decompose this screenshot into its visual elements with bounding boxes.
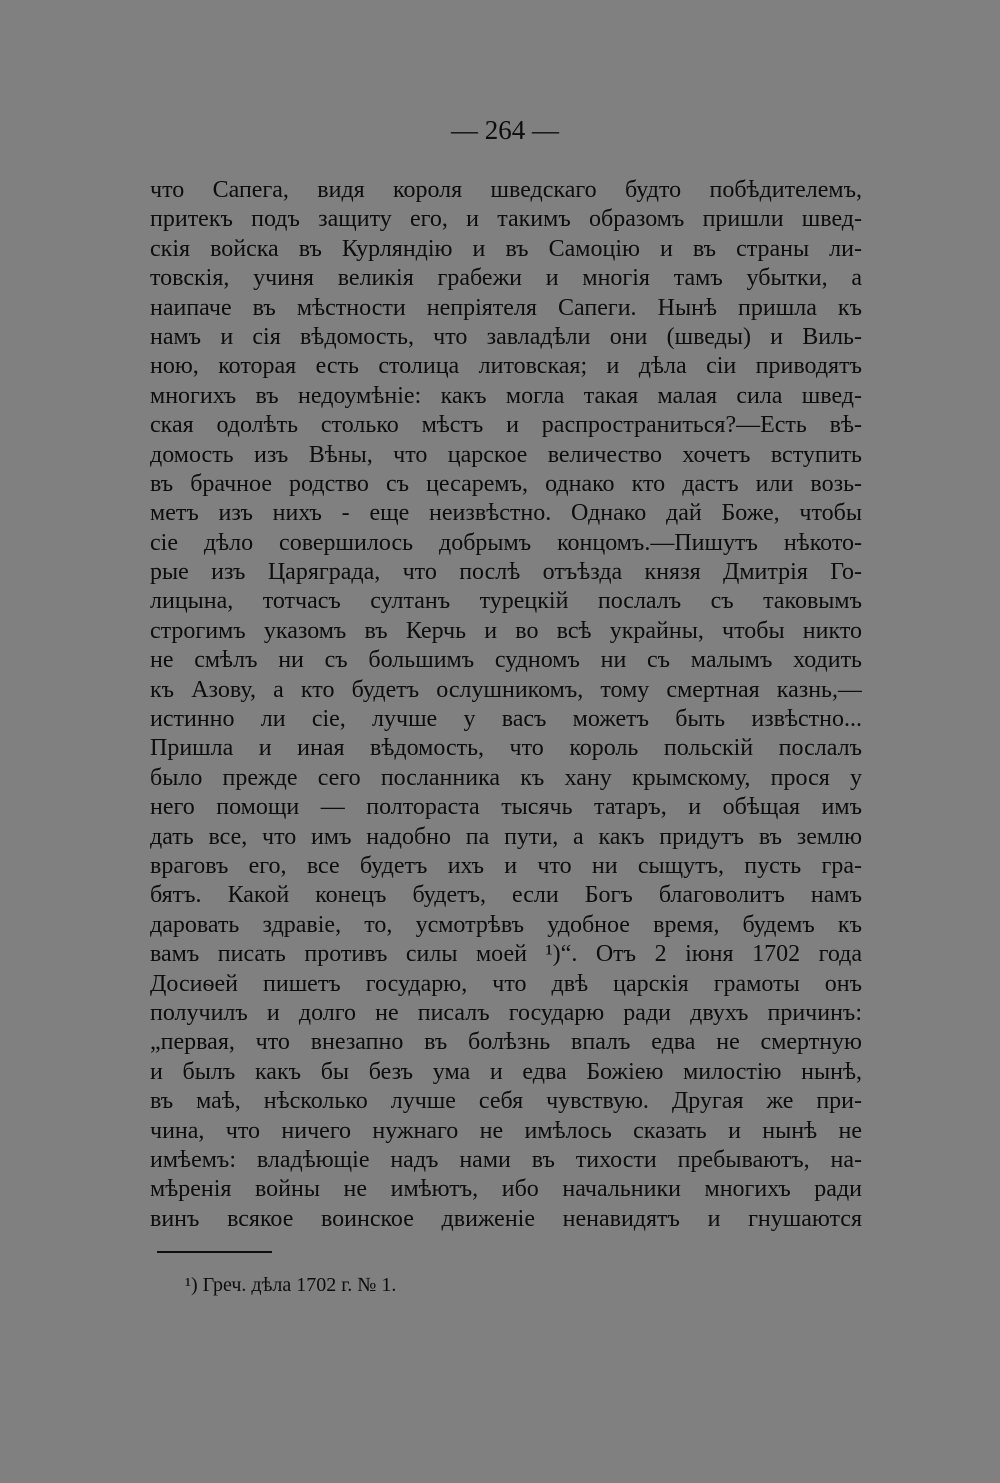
text-line: мѣренія войны не имѣютъ, ибо начальники многихъ ради	[150, 1176, 862, 1203]
text-line: намъ и сія вѣдомость, что завладѣли они (шведы) и Виль-	[150, 323, 862, 350]
text-line: лицына, тотчасъ султанъ турецкій послалъ съ таковымъ	[150, 588, 862, 615]
text-line: чина, что ничего нужнаго не имѣлось сказать и нынѣ не	[150, 1117, 862, 1144]
text-line: метъ изъ нихъ - еще неизвѣстно. Однако дай Боже, чтобы	[150, 500, 862, 527]
text-line: наипаче въ мѣстности непріятеля Сапеги. Нынѣ пришла къ	[150, 294, 862, 321]
text-line: притекъ подъ защиту его, и такимъ образомъ пришли швед-	[150, 206, 862, 233]
body-text	[150, 176, 862, 1234]
text-line: въ маѣ, нѣсколько лучше себя чувствую. Другая же при-	[150, 1088, 862, 1115]
text-line: Пришла и иная вѣдомость, что король польскій послалъ	[150, 735, 862, 762]
text-line: бятъ. Какой конецъ будетъ, если Богъ благоволитъ намъ	[150, 882, 862, 909]
text-line: вамъ писать противъ силы моей ¹)“. Отъ 2 іюня 1702 года	[150, 941, 862, 968]
text-line: Досиѳей пишетъ государю, что двѣ царскія грамоты онъ	[150, 970, 862, 997]
text-line: „первая, что внезапно въ болѣзнь впалъ едва не смертную	[150, 1029, 862, 1056]
text-line: что Сапега, видя короля шведскаго будто побѣдителемъ,	[150, 177, 862, 203]
text-line: было прежде сего посланника къ хану крымскому, прося у	[150, 764, 862, 791]
text-line: къ Азову, а кто будетъ ослушникомъ, тому смертная казнь,—	[150, 676, 862, 703]
footnote-separator	[157, 1251, 272, 1253]
text-line: ская одолѣть столько мѣстъ и распространиться?—Есть вѣ-	[150, 412, 862, 439]
footnote: ¹) Греч. дѣла 1702 г. № 1.	[185, 1274, 397, 1296]
text-line: истинно ли сіе, лучше у васъ можетъ быть извѣстно...	[150, 706, 862, 733]
text-line: винъ всякое воинское движеніе ненавидятъ и гнушаются	[150, 1205, 862, 1232]
page-number: — 264 —	[451, 115, 559, 145]
text-line: товскія, учиня великія грабежи и многія тамъ убытки, а	[150, 265, 862, 292]
text-line: и былъ какъ бы безъ ума и едва Божіею милостію нынѣ,	[150, 1058, 862, 1085]
text-line: многихъ въ недоумѣніе: какъ могла такая малая сила швед-	[150, 382, 862, 409]
text-line: не смѣлъ ни съ большимъ судномъ ни съ малымъ ходить	[150, 647, 862, 674]
text-line: ною, которая есть столица литовская; и дѣла сіи приводятъ	[150, 353, 862, 380]
text-line: него помощи — полтораста тысячь татаръ, и обѣщая имъ	[150, 794, 862, 821]
text-line: строгимъ указомъ въ Керчь и во всѣ украйны, чтобы никто	[150, 617, 862, 644]
text-line: въ брачное родство съ цесаремъ, однако кто дастъ или возь-	[150, 470, 862, 497]
text-line: даровать здравіе, то, усмотрѣвъ удобное время, будемъ къ	[150, 911, 862, 938]
text-line: дать все, что имъ надобно па пути, а какъ придутъ въ землю	[150, 823, 862, 850]
text-line: домость изъ Вѣны, что царское величество хочетъ вступить	[150, 441, 862, 468]
text-line: получилъ и долго не писалъ государю ради двухъ причинъ:	[150, 999, 862, 1026]
text-line: сіе дѣло совершилось добрымъ концомъ.—Пишутъ нѣкото-	[150, 529, 862, 556]
text-line: враговъ его, все будетъ ихъ и что ни сыщутъ, пусть гра-	[150, 852, 862, 879]
text-line: имѣемъ: владѣющіе надъ нами въ тихости пребываютъ, на-	[150, 1146, 862, 1173]
text-line: рые изъ Царяграда, что послѣ отъѣзда князя Дмитрія Го-	[150, 559, 862, 586]
text-line: скія войска въ Курляндію и въ Самоцію и въ страны ли-	[150, 235, 862, 262]
